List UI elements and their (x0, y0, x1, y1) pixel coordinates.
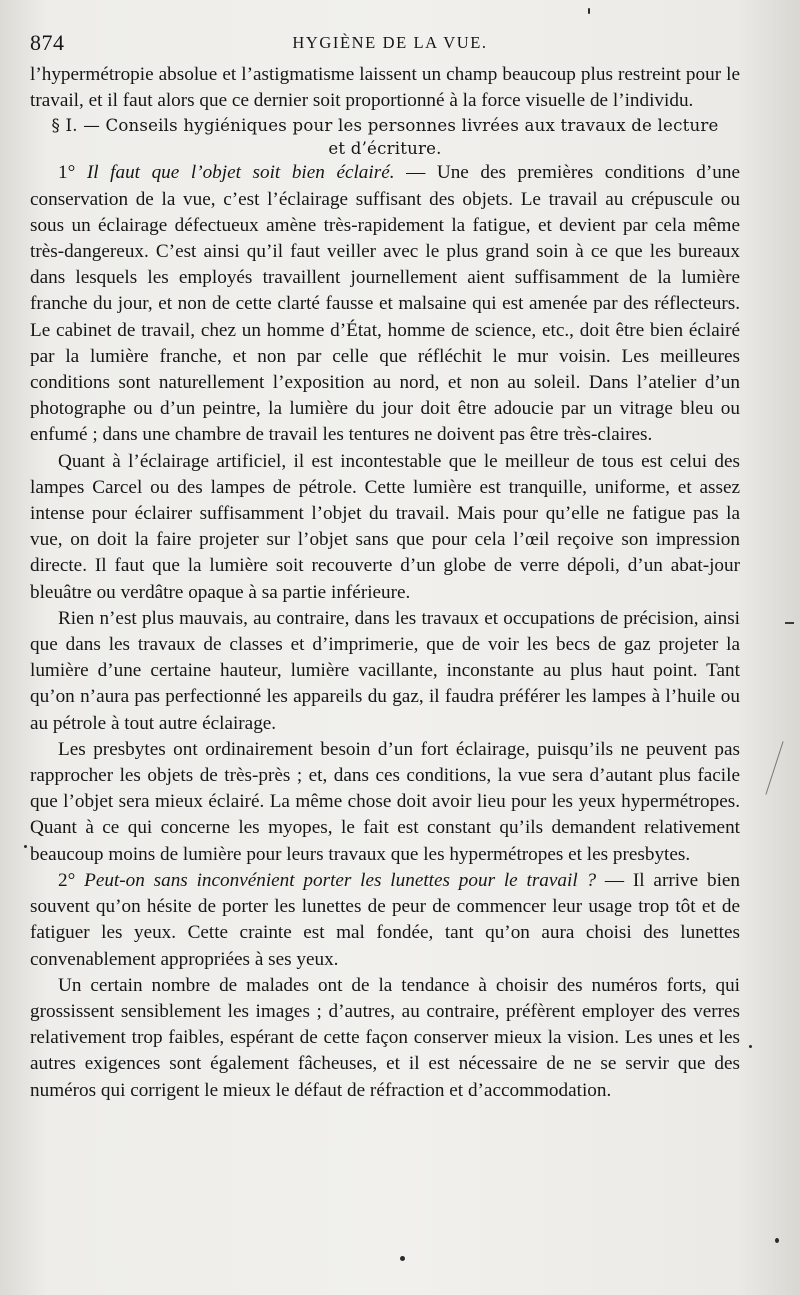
item-lighting-lead: Il faut que l’objet soit bien éclairé. (86, 162, 395, 184)
artificial-lighting-paragraph: Quant à l’éclairage artificiel, il est incontestable que le meilleur de tous est celui des lampes Carcel ou des lampes de pétrole. Cette lumière est tranquille, uniforme, et assez intense pour éclairer suffisamment l’objet du travail. Mais pour qu’elle ne fatigue pas la vue, on doit la faire projeter sur l’objet sans que pour cela l’œil reçoive son impression directe. Il faut que la lumière soit recouverte d’un globe de verre dépoli, d’un abat-jour bleuâtre ou verdâtre opaque à sa partie inférieure. (30, 450, 740, 603)
page-number: 874 (30, 30, 65, 55)
scan-speck (400, 1256, 405, 1261)
gas-lighting-paragraph: Rien n’est plus mauvais, au contraire, dans les travaux et occupations de précision, ainsi que dans les travaux de classes et d’imprimerie, que de voir les becs de gaz projeter la lumière d’une certaine hauteur, lumière vacillante, inconstante au plus haut point. Tant qu’on n’aura pas perfectionné les appareils du gaz, il faudra préférer les lampes à l’huile ou au pétrole à tout autre éclairage. (30, 607, 740, 734)
scan-speck (749, 1045, 752, 1048)
item-lighting-paragraph (30, 160, 740, 448)
margin-tick-mark (785, 622, 794, 624)
body-text (30, 62, 740, 1104)
section-heading: § I. — Conseils hygiéniques pour les personnes livrées aux travaux de lecture et d’écriture. (51, 116, 719, 159)
item-lighting-text: — Une des premières conditions d’une conservation de la vue, c’est l’éclairage suffisant des objets. Le travail au crépuscule ou sous un éclairage défectueux amène très-rapidement la fatigue, et devient par cela même très-dangereux. C’est ainsi qu’il faut veiller avec le plus grand soin à ce que les bureaux dans lesquels les employés travaillent journellement aient suffisamment de la lumière franche du jour, et non de cette clarté fausse et malsaine qui est amenée par des réflecteurs. Le cabinet de travail, chez un homme d’État, homme de science, etc., doit être bien éclairé par la lumière franche, et non par celle que réfléchit le mur voisin. Les meilleures conditions sont naturellement l’exposition au nord, et non au soleil. Dans l’atelier d’un photographe ou d’un peintre, la lumière du jour doit être adoucie par un vitrage bleu ou enfumé ; dans une chambre de travail les tentures ne doivent pas être très-claires. (30, 162, 740, 446)
margin-pencil-stroke (765, 741, 783, 795)
intro-paragraph: l’hypermétropie absolue et l’astigmatisme laissent un champ beaucoup plus restreint pour le travail, et il faut alors que ce dernier soit proportionné à la force visuelle de l’individu. (30, 64, 740, 112)
presbyopes-paragraph: Les presbytes ont ordinairement besoin d’un fort éclairage, puisqu’ils ne peuvent pas rapprocher les objets de très-près ; et, dans ces conditions, la vue sera d’autant plus facile que l’objet sera mieux éclairé. La même chose doit avoir lieu pour les yeux hypermétropes. Quant à ce qui concerne les myopes, le fait est constant qu’ils demandent relativement beaucoup moins de lumière pour leurs travaux que les hypermétropes et les presbytes. (30, 738, 740, 865)
item-glasses-marker: 2° (58, 869, 76, 891)
lens-numbers-paragraph: Un certain nombre de malades ont de la tendance à choisir des numéros forts, qui grossissent sensiblement les images ; d’autres, au contraire, préfèrent employer des verres relativement trop faibles, espérant de cette façon conserver mieux la vision. Les unes et les autres exigences sont également fâcheuses, et il est nécessaire de ne se servir que des numéros qui corrigent le mieux le défaut de réfraction et d’accommodation. (30, 974, 740, 1101)
item-glasses-lead: Peut-on sans inconvénient porter les lunettes pour le travail ? (84, 869, 597, 891)
item-lighting-marker: 1° (58, 162, 76, 184)
running-title: HYGIÈNE DE LA VUE. (292, 33, 488, 52)
scan-speck (775, 1238, 779, 1243)
scan-speck (24, 845, 27, 848)
item-glasses-text: — Il arrive bien souvent qu’on hésite de porter les lunettes de peur de commencer leur usage trop tôt et de fatiguer les yeux. Cette crainte est mal fondée, tant qu’on aura choisi des lunettes convenablement appropriées à ses yeux. (30, 869, 741, 970)
running-header (30, 30, 750, 60)
item-glasses-paragraph (30, 868, 740, 973)
scan-speck (588, 8, 590, 14)
